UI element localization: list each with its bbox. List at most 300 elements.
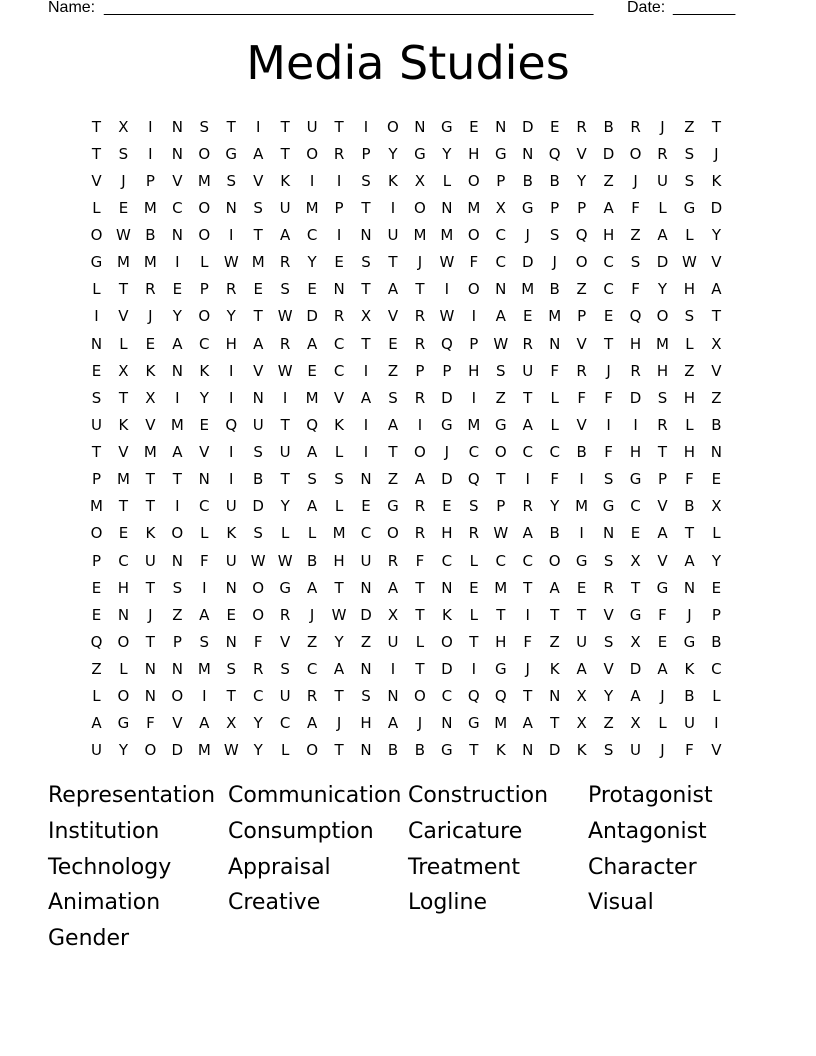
grid-letter: X: [576, 687, 587, 706]
grid-letter: F: [658, 605, 667, 624]
word-list-item: Protagonist: [588, 783, 713, 808]
grid-letter: S: [361, 253, 371, 272]
grid-letter: N: [360, 660, 372, 679]
word-list-item: Treatment: [408, 854, 520, 880]
grid-letter: T: [361, 198, 371, 217]
name-line: _______________________________________________________: [104, 0, 594, 16]
grid-letter: I: [229, 470, 234, 489]
grid-letter: B: [549, 524, 560, 543]
grid-letter: A: [280, 226, 291, 245]
grid-letter: V: [253, 361, 264, 380]
grid-letter: A: [603, 198, 614, 217]
grid-letter: N: [522, 144, 534, 163]
grid-letter: U: [90, 741, 102, 760]
name-label: Name:: [48, 0, 96, 16]
grid-letter: S: [684, 171, 695, 190]
grid-letter: S: [280, 280, 290, 299]
grid-letter: C: [333, 361, 345, 380]
grid-letter: W: [116, 226, 131, 245]
grid-letter: I: [229, 361, 234, 380]
grid-letter: Y: [253, 714, 263, 733]
grid-letter: G: [468, 714, 480, 733]
grid-letter: Y: [118, 741, 129, 760]
grid-letter: N: [710, 443, 723, 462]
grid-letter: I: [282, 388, 288, 407]
grid-letter: P: [577, 307, 587, 326]
grid-letter: E: [469, 117, 479, 136]
grid-letter: I: [471, 388, 477, 407]
grid-letter: T: [523, 388, 533, 407]
grid-letter: T: [496, 605, 506, 624]
grid-letter: R: [468, 524, 480, 543]
grid-letter: N: [441, 578, 453, 597]
grid-letter: Z: [387, 361, 399, 380]
grid-letter: K: [226, 524, 237, 543]
grid-letter: N: [90, 334, 103, 353]
grid-letter: R: [414, 388, 426, 407]
grid-letter: O: [198, 226, 211, 245]
grid-letter: J: [525, 226, 530, 245]
grid-letter: Z: [387, 470, 399, 489]
grid-letter: F: [604, 388, 613, 407]
grid-letter: T: [118, 388, 129, 407]
word-list-item: Visual: [588, 890, 654, 916]
grid-letter: Y: [577, 171, 587, 190]
grid-letter: L: [712, 687, 721, 706]
grid-letter: C: [603, 280, 614, 299]
grid-letter: Z: [630, 226, 641, 245]
word-list-item: Consumption: [228, 818, 374, 844]
grid-letter: T: [604, 334, 614, 353]
grid-letter: M: [305, 388, 319, 407]
grid-letter: T: [523, 578, 533, 597]
grid-letter: N: [360, 578, 372, 597]
grid-letter: F: [577, 388, 586, 407]
grid-letter: S: [307, 470, 317, 489]
grid-letter: O: [144, 741, 157, 760]
grid-letter: E: [711, 578, 722, 597]
grid-letter: L: [658, 714, 667, 733]
grid-letter: A: [657, 226, 668, 245]
grid-letter: E: [91, 605, 102, 624]
grid-letter: W: [277, 361, 293, 380]
grid-letter: T: [361, 280, 371, 299]
grid-letter: N: [549, 334, 561, 353]
grid-letter: C: [630, 497, 641, 516]
grid-letter: H: [441, 524, 453, 543]
grid-letter: S: [388, 388, 398, 407]
grid-letter: V: [711, 361, 722, 380]
grid-letter: A: [360, 388, 372, 407]
letter-grid: [83, 113, 730, 764]
grid-letter: H: [468, 361, 480, 380]
grid-letter: V: [603, 605, 614, 624]
grid-letter: T: [280, 415, 290, 434]
grid-letter: I: [148, 117, 153, 136]
grid-letter: T: [280, 470, 290, 489]
grid-letter: G: [441, 741, 453, 760]
grid-letter: T: [415, 578, 425, 597]
grid-letter: K: [549, 660, 560, 679]
grid-letter: C: [495, 253, 507, 272]
grid-letter: T: [550, 605, 560, 624]
grid-letter: T: [711, 117, 721, 136]
grid-letter: R: [414, 497, 426, 516]
grid-letter: C: [603, 253, 614, 272]
grid-letter: Q: [548, 144, 561, 163]
grid-letter: S: [603, 632, 614, 651]
grid-letter: P: [657, 470, 668, 489]
grid-letter: T: [469, 632, 479, 651]
grid-letter: A: [657, 524, 668, 543]
grid-letter: S: [226, 660, 236, 679]
grid-letter: X: [495, 198, 506, 217]
grid-letter: G: [441, 117, 453, 136]
grid-letter: G: [629, 605, 642, 624]
grid-letter: T: [388, 253, 398, 272]
grid-letter: R: [657, 415, 668, 434]
grid-letter: R: [387, 551, 399, 570]
grid-letter: L: [307, 524, 317, 543]
grid-letter: N: [117, 605, 130, 624]
grid-letter: A: [522, 524, 533, 543]
grid-letter: W: [493, 334, 509, 353]
grid-letter: L: [334, 497, 344, 516]
grid-letter: M: [170, 415, 184, 434]
grid-letter: A: [387, 415, 399, 434]
grid-letter: P: [91, 470, 101, 489]
date-label: Date:: [627, 0, 666, 16]
grid-letter: L: [280, 524, 290, 543]
grid-letter: I: [229, 443, 234, 462]
word-list-item: Representation: [48, 783, 216, 808]
grid-letter: J: [525, 660, 530, 679]
grid-letter: C: [333, 334, 345, 353]
grid-letter: K: [334, 415, 344, 434]
grid-letter: S: [172, 578, 183, 597]
grid-letter: O: [306, 144, 318, 163]
grid-letter: R: [630, 361, 641, 380]
grid-letter: O: [440, 632, 453, 651]
word-list-item: Communication: [228, 783, 402, 808]
grid-letter: S: [684, 307, 695, 326]
grid-letter: W: [439, 307, 455, 326]
grid-letter: O: [467, 226, 480, 245]
grid-letter: F: [523, 632, 533, 651]
grid-letter: P: [415, 361, 425, 380]
grid-letter: N: [198, 470, 210, 489]
grid-letter: M: [197, 171, 211, 190]
grid-letter: V: [253, 171, 264, 190]
grid-letter: M: [143, 198, 157, 217]
grid-letter: T: [334, 741, 344, 760]
grid-letter: M: [251, 253, 265, 272]
grid-letter: U: [279, 198, 291, 217]
grid-letter: F: [199, 551, 209, 570]
grid-letter: I: [363, 443, 369, 462]
grid-letter: L: [469, 605, 478, 624]
grid-letter: C: [199, 497, 210, 516]
word-list-item: Character: [588, 854, 697, 880]
grid-letter: D: [521, 117, 534, 136]
grid-letter: T: [523, 687, 533, 706]
grid-letter: F: [550, 361, 559, 380]
grid-letter: L: [334, 443, 344, 462]
grid-letter: E: [91, 361, 102, 380]
grid-letter: T: [253, 226, 263, 245]
grid-letter: A: [522, 415, 533, 434]
grid-letter: F: [685, 741, 694, 760]
grid-letter: O: [387, 117, 399, 136]
grid-letter: J: [606, 361, 611, 380]
grid-letter: Q: [306, 415, 318, 434]
grid-letter: R: [414, 307, 426, 326]
grid-letter: P: [91, 551, 101, 570]
grid-letter: T: [334, 578, 344, 597]
grid-letter: T: [145, 578, 155, 597]
grid-letter: I: [633, 415, 638, 434]
grid-letter: T: [388, 443, 398, 462]
grid-letter: T: [684, 524, 695, 543]
grid-letter: T: [630, 578, 641, 597]
grid-letter: L: [658, 198, 667, 217]
grid-letter: R: [576, 361, 587, 380]
grid-letter: A: [306, 334, 318, 353]
grid-letter: I: [336, 226, 342, 245]
grid-letter: M: [332, 524, 346, 543]
grid-letter: R: [333, 144, 345, 163]
grid-letter: B: [549, 280, 560, 299]
grid-letter: V: [576, 415, 587, 434]
grid-letter: Q: [575, 226, 588, 245]
grid-letter: B: [603, 117, 614, 136]
grid-letter: D: [360, 605, 372, 624]
grid-letter: B: [711, 415, 722, 434]
grid-letter: O: [198, 198, 211, 217]
grid-letter: E: [91, 578, 102, 597]
grid-letter: X: [711, 497, 722, 516]
grid-letter: N: [225, 578, 237, 597]
grid-letter: M: [116, 253, 130, 272]
grid-letter: H: [629, 334, 642, 353]
grid-letter: G: [387, 497, 399, 516]
grid-letter: E: [199, 415, 210, 434]
word-list-item: Gender: [48, 926, 130, 952]
grid-letter: D: [306, 307, 318, 326]
grid-letter: E: [307, 361, 317, 380]
grid-letter: I: [148, 144, 153, 163]
grid-letter: T: [577, 605, 587, 624]
grid-letter: B: [684, 687, 695, 706]
grid-letter: A: [522, 714, 533, 733]
grid-letter: L: [442, 171, 452, 190]
grid-letter: I: [202, 578, 207, 597]
grid-letter: S: [603, 551, 614, 570]
grid-letter: T: [91, 144, 102, 163]
grid-letter: X: [387, 605, 399, 624]
grid-letter: L: [119, 660, 128, 679]
grid-letter: K: [495, 741, 506, 760]
grid-letter: Z: [549, 632, 560, 651]
grid-letter: J: [417, 253, 423, 272]
grid-letter: I: [175, 497, 180, 516]
grid-letter: H: [225, 334, 237, 353]
grid-letter: U: [252, 415, 264, 434]
grid-letter: M: [467, 198, 481, 217]
grid-letter: Z: [306, 632, 318, 651]
grid-letter: T: [469, 741, 479, 760]
grid-letter: F: [685, 470, 694, 489]
grid-letter: N: [171, 551, 183, 570]
grid-letter: U: [225, 551, 237, 570]
grid-letter: A: [172, 334, 183, 353]
grid-letter: G: [683, 632, 696, 651]
grid-letter: A: [630, 687, 641, 706]
grid-letter: M: [413, 226, 427, 245]
grid-letter: G: [494, 144, 507, 163]
grid-letter: V: [657, 497, 668, 516]
grid-letter: A: [387, 578, 399, 597]
grid-letter: I: [175, 388, 180, 407]
grid-letter: Y: [334, 632, 344, 651]
grid-letter: Y: [226, 307, 236, 326]
grid-letter: H: [629, 443, 642, 462]
grid-letter: M: [548, 307, 562, 326]
grid-letter: Y: [172, 307, 182, 326]
grid-letter: S: [630, 253, 641, 272]
grid-letter: V: [172, 171, 183, 190]
grid-letter: A: [172, 443, 183, 462]
grid-letter: T: [334, 117, 344, 136]
grid-letter: R: [603, 578, 614, 597]
grid-letter: D: [441, 660, 453, 679]
grid-letter: S: [253, 198, 263, 217]
grid-letter: E: [226, 605, 236, 624]
grid-letter: A: [306, 578, 318, 597]
grid-letter: L: [712, 524, 721, 543]
grid-letter: X: [630, 632, 641, 651]
grid-letter: L: [200, 524, 209, 543]
grid-letter: C: [441, 687, 453, 706]
grid-letter: F: [469, 253, 479, 272]
grid-letter: Z: [684, 117, 695, 136]
grid-letter: F: [253, 632, 263, 651]
grid-letter: X: [360, 307, 372, 326]
grid-letter: N: [602, 524, 615, 543]
grid-letter: J: [121, 171, 126, 190]
grid-letter: R: [145, 280, 156, 299]
grid-letter: I: [417, 415, 423, 434]
grid-letter: A: [199, 605, 210, 624]
grid-letter: T: [334, 687, 344, 706]
grid-letter: I: [229, 388, 234, 407]
grid-letter: E: [549, 117, 560, 136]
grid-letter: E: [118, 524, 129, 543]
grid-letter: A: [199, 714, 210, 733]
grid-letter: P: [361, 144, 371, 163]
grid-letter: Y: [550, 497, 560, 516]
grid-letter: R: [279, 334, 291, 353]
grid-letter: S: [91, 388, 102, 407]
grid-letter: V: [199, 443, 210, 462]
word-list-item: Antagonist: [588, 818, 707, 844]
grid-letter: Q: [440, 334, 453, 353]
grid-letter: J: [417, 714, 423, 733]
grid-letter: V: [711, 741, 722, 760]
grid-letter: I: [606, 415, 611, 434]
grid-letter: T: [415, 660, 425, 679]
grid-letter: S: [684, 144, 695, 163]
grid-letter: V: [333, 388, 345, 407]
grid-letter: B: [684, 497, 695, 516]
grid-letter: M: [656, 334, 669, 353]
grid-letter: C: [522, 551, 533, 570]
grid-letter: I: [714, 714, 719, 733]
grid-letter: U: [279, 443, 291, 462]
grid-letter: R: [252, 660, 264, 679]
grid-letter: T: [145, 470, 155, 489]
grid-letter: T: [253, 307, 263, 326]
grid-letter: L: [685, 415, 694, 434]
grid-letter: J: [309, 605, 315, 624]
grid-letter: V: [118, 443, 129, 462]
grid-letter: L: [92, 280, 101, 299]
grid-letter: C: [172, 198, 183, 217]
grid-letter: R: [333, 307, 345, 326]
grid-letter: A: [387, 714, 399, 733]
grid-letter: Y: [711, 551, 721, 570]
grid-letter: C: [252, 687, 264, 706]
grid-letter: T: [280, 144, 290, 163]
grid-letter: N: [252, 388, 264, 407]
grid-letter: C: [549, 443, 560, 462]
grid-letter: D: [252, 497, 264, 516]
grid-letter: B: [253, 470, 264, 489]
grid-letter: D: [629, 660, 642, 679]
grid-letter: C: [495, 551, 507, 570]
grid-letter: X: [226, 714, 237, 733]
grid-letter: J: [660, 741, 665, 760]
grid-letter: Y: [199, 388, 209, 407]
grid-letter: L: [685, 334, 694, 353]
grid-letter: Q: [225, 415, 238, 434]
grid-letter: N: [414, 117, 426, 136]
grid-letter: Q: [90, 632, 103, 651]
grid-letter: E: [307, 280, 317, 299]
grid-letter: E: [630, 524, 641, 543]
grid-letter: U: [387, 226, 399, 245]
grid-letter: C: [306, 226, 318, 245]
grid-letter: J: [552, 253, 557, 272]
grid-letter: F: [604, 443, 613, 462]
grid-letter: X: [630, 551, 641, 570]
grid-letter: S: [253, 524, 263, 543]
grid-letter: T: [118, 497, 129, 516]
grid-letter: E: [576, 578, 587, 597]
grid-letter: D: [602, 144, 615, 163]
grid-letter: M: [575, 497, 589, 516]
grid-letter: W: [277, 551, 293, 570]
grid-letter: G: [279, 578, 291, 597]
grid-letter: O: [117, 687, 130, 706]
grid-letter: I: [336, 171, 342, 190]
grid-letter: S: [361, 687, 371, 706]
grid-letter: Y: [711, 226, 721, 245]
grid-letter: I: [471, 660, 477, 679]
grid-letter: S: [199, 117, 210, 136]
grid-letter: Q: [494, 687, 507, 706]
grid-letter: L: [550, 388, 559, 407]
